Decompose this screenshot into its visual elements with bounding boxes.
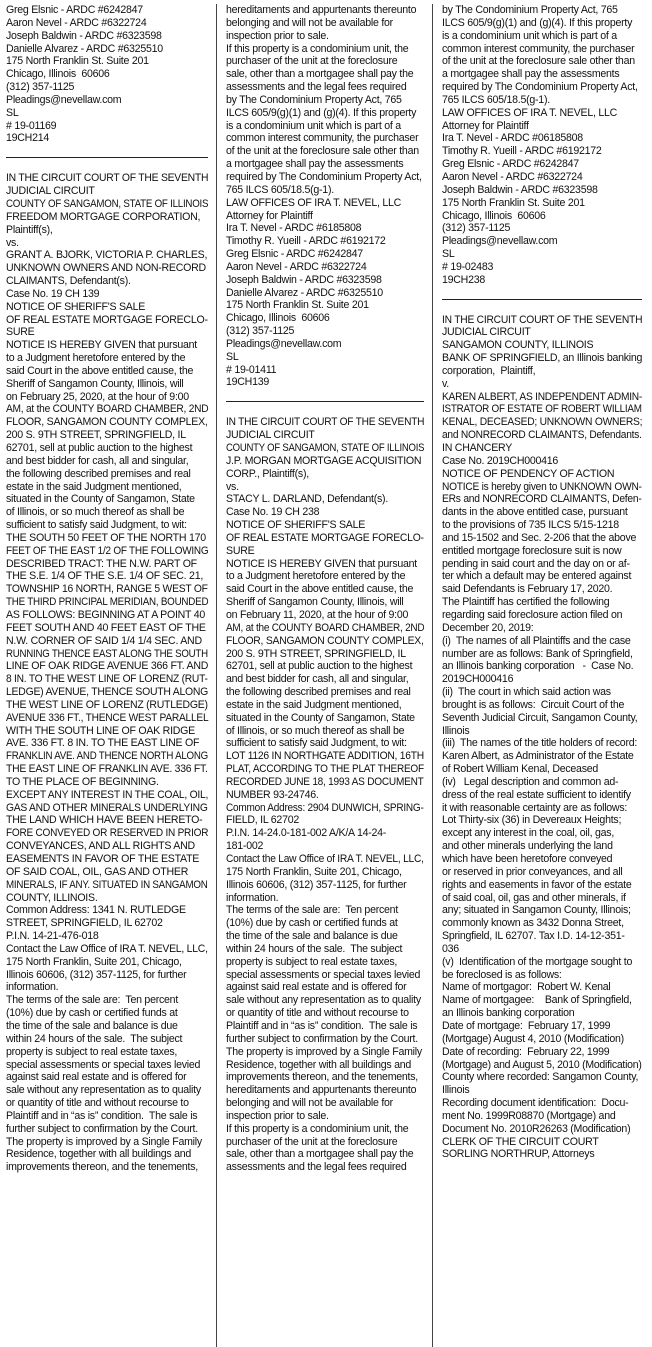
notice-line: inspection prior to sale. (226, 1109, 329, 1122)
notice-line: WITH THE SOUTH LINE OF OAK RIDGE (6, 724, 195, 737)
notice-line: of said coal, oil, gas and other minerals, if (442, 891, 626, 904)
notice-line: said Court in the above entitled cause, the (226, 583, 414, 596)
notice-line: NOTICE OF SHERIFF'S SALE (226, 519, 366, 532)
notice-line: Date of mortgage: February 17, 1999 (442, 1019, 611, 1032)
notice-line: ILCS 605/9(g)(1) and (g)(4). If this property (442, 16, 633, 29)
notice-line: 2019CH000416 (442, 673, 514, 686)
notice-line: Plaintiff(s), (6, 223, 53, 236)
notice-line: The property is improved by a Single Family (226, 1045, 422, 1058)
notice-line: situated in the County of Sangamon, State (226, 711, 415, 724)
notice-line: LAW OFFICES OF IRA T. NEVEL, LLC (226, 196, 402, 209)
notice-line: of the unit at the foreclosure sale other than (226, 145, 419, 158)
notice-line: inspection prior to sale. (226, 29, 329, 42)
notice-line: (312) 357-1125 (6, 81, 75, 94)
notice-line: LOT 1126 IN NORTHGATE ADDITION, 16TH (226, 750, 424, 763)
notice-line: (312) 357-1125 (442, 222, 511, 235)
notice-line: 765 ILCS 605/18.5(g-1). (442, 93, 550, 106)
notice-line: COUNTY OF SANGAMON, STATE OF ILLINOIS (6, 197, 209, 210)
notice-line: Aaron Nevel - ARDC #6322724 (442, 170, 583, 183)
notice-line: CLAIMANTS, Defendant(s). (6, 275, 131, 288)
notice-line: THE EAST LINE OF FRANKLIN AVE. 336 FT. (6, 763, 208, 776)
notice-line: BANK OF SPRINGFIELD, an Illinois banking (442, 352, 643, 365)
notice-line: (v) Identification of the mortgage sought to (442, 955, 633, 968)
notice-line: sale without any representation as to quality (6, 1084, 201, 1097)
notice-line: special assessments or special taxes levied (226, 968, 421, 981)
notice-line: belonging and will not be available for (226, 1097, 393, 1110)
notice-line: Pleadings@nevellaw.com (6, 93, 122, 106)
notice-line: Ira T. Nevel - ARDC #6185808 (226, 222, 362, 235)
notice-line: Residence, together with all buildings and (226, 1058, 412, 1071)
notice-line: 036 (442, 942, 459, 955)
notice-line: assessments and the legal fees required (226, 81, 407, 94)
notice-line: (iv) Legal description and common ad- (442, 775, 619, 788)
notice-line: Recording document identification: Docu- (442, 1097, 629, 1110)
notice-line: belonging and will not be available for (226, 16, 393, 29)
notice-line: 175 North Franklin St. Suite 201 (6, 55, 149, 68)
notice-line: Contact the Law Office of IRA T. NEVEL, LLC, (6, 942, 208, 955)
notice-line: CLERK OF THE CIRCUIT COURT (442, 1135, 599, 1148)
notice-line: AM, at the COUNTY BOARD CHAMBER, 2ND (226, 621, 425, 634)
notice-line: of Illinois, or so much thereof as shall be (226, 724, 405, 737)
notice-line: and best bidder for cash, all and singular, (6, 454, 189, 467)
notice-line: The property is improved by a Single Family (6, 1135, 202, 1148)
notice-line: said Court in the above entitled cause, the (6, 364, 194, 377)
notice-line: and NONRECORD CLAIMANTS, Defendants. (442, 429, 642, 442)
notice-line: P.I.N. 14-21-476-018 (6, 930, 99, 943)
notice-line: vs. (226, 480, 239, 493)
notice-line: pending in said court and the day on or af- (442, 557, 630, 570)
column-3 (432, 4, 650, 1347)
notice-line: hereditaments and appurtenants thereunto (226, 1084, 417, 1097)
notice-line: or quantity of title and without recourse to (226, 1007, 409, 1020)
notice-line: of Illinois, or so much thereof as shall be (6, 506, 185, 519)
notice-line: 62701, sell at public auction to the highest (6, 442, 193, 454)
notice-line: regarding said foreclosure action filed on (442, 608, 623, 621)
notice-line: THE WEST LINE OF LORENZ (RUTLEDGE) (6, 698, 208, 711)
notice-line: FORE CONVEYED OR RESERVED IN PRIOR (6, 827, 209, 840)
notice-line: to the provisions of 735 ILCS 5/15-1218 (442, 519, 619, 532)
notice-line: common interest community, the purchaser (226, 132, 419, 145)
notice-line: NUMBER 93-24746. (226, 788, 319, 801)
notice-line: 19CH139 (226, 376, 270, 389)
notice-line: estate in the said Judgment mentioned, (226, 698, 402, 711)
notice-line: SURE (6, 326, 35, 339)
notice-line: IN THE CIRCUIT COURT OF THE SEVENTH (6, 172, 209, 185)
notice-line: improvements thereon, and the tenements, (226, 1071, 418, 1084)
notice-line: AS FOLLOWS: BEGINNING AT A POINT 40 (6, 608, 206, 621)
notice-line: If this property is a condominium unit, the (226, 42, 409, 55)
notice-line: 175 North Franklin St. Suite 201 (442, 196, 585, 209)
notice-block (226, 416, 424, 1174)
notice-line: Illinois (442, 724, 470, 737)
column-1 (6, 4, 216, 1347)
notice-line: IN THE CIRCUIT COURT OF THE SEVENTH (226, 416, 425, 429)
notice-line: KAREN ALBERT, AS INDEPENDENT ADMIN- (442, 390, 643, 403)
notice-line: Aaron Nevel - ARDC #6322724 (6, 16, 147, 29)
notice-line: to a Judgment heretofore entered by the (6, 352, 186, 365)
notice-line: SURE (226, 544, 255, 557)
notice-line: (312) 357-1125 (226, 325, 295, 338)
notice-line: vs. (6, 236, 19, 249)
notice-line: any; situated in Sangamon County, Illinois; (442, 904, 631, 917)
notice-line: The Plaintiff has certified the following (442, 596, 610, 609)
notice-line: NOTICE IS HEREBY GIVEN that pursuant (226, 557, 417, 570)
notice-line: the time of the sale and balance is due (226, 930, 398, 943)
notice-line: required by The Condominium Property Act, (442, 81, 638, 94)
notice-line: # 19-01411 (226, 363, 277, 376)
notice-line: of the unit at the foreclosure sale other than (442, 55, 635, 68)
notice-line: (ii) The court in which said action was (442, 686, 611, 699)
notice-line: FLOOR, SANGAMON COUNTY COMPLEX, (226, 634, 424, 647)
notice-line: Karen Albert, as Administrator of the Estate (442, 750, 634, 763)
notice-divider (226, 401, 424, 402)
notice-line: the following described premises and real (6, 467, 191, 480)
notice-line: special assessments or special taxes levied (6, 1058, 201, 1071)
notice-line: information. (6, 981, 59, 994)
notice-line: number are as follows: Bank of Springfield, (442, 647, 633, 660)
notice-line: Plaintiff and in “as is” condition. The sale is (226, 1019, 418, 1032)
notice-line: which have been heretofore conveyed (442, 853, 613, 865)
notice-line: (Mortgage) and August 5, 2010 (Modification) (442, 1058, 642, 1071)
notice-line: SL (226, 350, 239, 363)
notice-line: RECORDED JUNE 18, 1993 AS DOCUMENT (226, 775, 424, 788)
notice-line: property is subject to real estate taxes, (226, 955, 398, 968)
notice-line: and best bidder for cash, all and singular, (226, 673, 409, 686)
notice-line: Attorney for Plaintiff (226, 209, 313, 222)
notice-line: by The Condominium Property Act, 765 (442, 4, 618, 16)
notice-line: SORLING NORTHRUP, Attorneys (442, 1148, 595, 1161)
notice-line: Case No. 19 CH 139 (6, 287, 100, 300)
notice-line: 62701, sell at public auction to the highest (226, 660, 413, 673)
notice-line: GRANT A. BJORK, VICTORIA P. CHARLES, (6, 249, 208, 262)
notice-line: LINE OF OAK RIDGE AVENUE 366 FT. AND (6, 660, 209, 673)
notice-line: 8 IN. TO THE WEST LINE OF LORENZ (RUT- (6, 673, 208, 686)
notice-line: Lot Thirty-six (36) in Devereaux Heights; (442, 814, 622, 827)
notice-line: rights and easements in favor of the estate (442, 878, 632, 891)
notice-line: JUDICIAL CIRCUIT (6, 185, 95, 198)
notice-line: TOWNSHIP 16 NORTH, RANGE 5 WEST OF (6, 583, 208, 596)
notice-line: ERs and NONRECORD CLAIMANTS, Defen- (442, 493, 642, 506)
notice-line: and 15-1502 and Sec. 2-206 that the above (442, 531, 637, 544)
notice-line: 200 S. 9TH STREET, SPRINGFIELD, IL (6, 429, 186, 442)
notice-line: Case No. 2019CH000416 (442, 454, 559, 467)
notice-line: Common Address: 1341 N. RUTLEDGE (6, 904, 186, 917)
notice-line: ter which a default may be entered against (442, 570, 632, 583)
notice-line: it with reasonable certainty are as follows: (442, 801, 628, 814)
notice-line: or reserved in prior conveyances, and all (442, 865, 623, 878)
notice-line: FIELD, IL 62702 (226, 814, 300, 827)
notice-line: situated in the County of Sangamon, State (6, 493, 195, 506)
notice-line: purchaser of the unit at the foreclosure (226, 55, 398, 68)
notice-line: FREEDOM MORTGAGE CORPORATION, (6, 210, 201, 223)
notice-line: MINERALS, IF ANY. SITUATED IN SANGAMON (6, 878, 208, 891)
notice-divider (6, 157, 208, 158)
notice-line: # 19-01169 (6, 119, 57, 132)
notice-line: Greg Elsnic - ARDC #6242847 (442, 158, 579, 171)
notice-line: Greg Elsnic - ARDC #6242847 (6, 4, 143, 16)
notice-divider (442, 299, 642, 300)
notice-line: Illinois (442, 1084, 470, 1097)
notice-line: Date of recording: February 22, 1999 (442, 1045, 610, 1058)
notice-line: improvements thereon, and the tenements, (6, 1161, 198, 1174)
notice-line: Name of mortgagor: Robert W. Kenal (442, 981, 611, 994)
notice-line: NOTICE IS HEREBY GIVEN that pursuant (6, 339, 197, 352)
notice-line: against said real estate and is offered for (6, 1071, 187, 1084)
notice-line: OF REAL ESTATE MORTGAGE FORECLO- (6, 313, 208, 326)
notice-line: County where recorded: Sangamon County, (442, 1071, 639, 1084)
notice-line: on February 11, 2020, at the hour of 9:00 (226, 608, 409, 621)
notice-line: SL (6, 106, 19, 119)
notice-line: STACY L. DARLAND, Defendant(s). (226, 493, 389, 506)
notice-line: FEET OF THE EAST 1/2 OF THE FOLLOWING (6, 544, 209, 557)
notice-line: Plaintiff and in “as is” condition. The sale is (6, 1109, 198, 1122)
notice-line: P.I.N. 14-24.0-181-002 A/K/A 14-24- (226, 827, 387, 840)
notice-line: Attorney for Plaintiff (442, 119, 529, 132)
notice-line: against said real estate and is offered for (226, 981, 407, 994)
notice-line: KENAL, DECEASED; UNKNOWN OWNERS; (442, 416, 643, 429)
notice-line: CORP., Plaintiff(s), (226, 467, 309, 480)
notice-line: SANGAMON COUNTY, ILLINOIS (442, 339, 594, 352)
notice-line: ILCS 605/9(g)(1) and (g)(4). If this property (226, 106, 417, 119)
notice-line: # 19-02483 (442, 260, 494, 273)
notice-line: (10%) due by cash or certified funds at (6, 1007, 178, 1020)
notice-line: OF SAID COAL, OIL, GAS AND OTHER (6, 865, 189, 878)
notice-line: Illinois 60606, (312) 357-1125, for further (226, 878, 407, 891)
notice-line: NOTICE OF SHERIFF'S SALE (6, 300, 146, 313)
notice-line: 181-002 (226, 840, 264, 853)
notice-line: Timothy R. Yueill - ARDC #6192172 (442, 145, 602, 158)
notice-line: hereditaments and appurtenants thereunto (226, 4, 417, 16)
notice-line: and other minerals underlying the land (442, 840, 613, 853)
notice-line: sale, other than a mortgagee shall pay the (226, 68, 414, 81)
notice-line: Joseph Baldwin - ARDC #6323598 (6, 29, 162, 42)
notice-line: a mortgagee shall pay the assessments (226, 158, 404, 171)
notice-line: required by The Condominium Property Act, (226, 170, 422, 183)
notice-line: to a Judgment heretofore entered by the (226, 570, 406, 583)
notice-line: (Mortgage) August 4, 2010 (Modification) (442, 1032, 624, 1045)
notice-line: N.W. CORNER OF SAID 1/4 1/4 SEC. AND (6, 634, 202, 647)
notice-line: EASEMENTS IN FAVOR OF THE ESTATE (6, 853, 200, 865)
notice-line: a mortgagee shall pay the assessments (442, 68, 620, 81)
notice-line: sale without any representation as to quality (226, 994, 421, 1007)
column-2 (216, 4, 432, 1347)
notice-line: 19CH238 (442, 273, 486, 286)
notice-line: Case No. 19 CH 238 (226, 506, 320, 519)
notice-line: assessments and the legal fees required (226, 1161, 407, 1174)
notice-line: GAS AND OTHER MINERALS UNDERLYING (6, 801, 208, 814)
notice-line: said Defendants is February 17, 2020. (442, 583, 613, 596)
notice-line: except any interest in the coal, oil, gas, (442, 827, 615, 840)
notice-line: on February 25, 2020, at the hour of 9:00 (6, 390, 189, 403)
notice-line: within 24 hours of the sale. The subject (226, 942, 403, 955)
notice-line: Greg Elsnic - ARDC #6242847 (226, 248, 363, 261)
notice-line: property is subject to real estate taxes, (6, 1045, 178, 1058)
notice-line: information. (226, 891, 279, 904)
notice-line: Pleadings@nevellaw.com (226, 337, 342, 350)
notice-line: brought is as follows: Circuit Court of the (442, 698, 625, 711)
notice-line: FEET SOUTH AND 40 FEET EAST OF THE (6, 621, 206, 634)
notice-line: Sheriff of Sangamon County, Illinois, will (6, 377, 184, 390)
notice-line: J.P. MORGAN MORTGAGE ACQUISITION (226, 454, 422, 467)
notice-line: 200 S. 9TH STREET, SPRINGFIELD, IL (226, 647, 406, 660)
notice-line: December 20, 2019: (442, 621, 534, 634)
notice-line: THE SOUTH 50 FEET OF THE NORTH 170 (6, 531, 206, 544)
notice-line: AVE. 336 FT. 8 IN. TO THE EAST LINE OF (6, 737, 200, 750)
notice-block (6, 4, 208, 145)
notice-line: Pleadings@nevellaw.com (442, 235, 558, 248)
notice-line: JUDICIAL CIRCUIT (442, 326, 531, 339)
notice-block (442, 314, 642, 1162)
notice-line: Aaron Nevel - ARDC #6322724 (226, 260, 367, 273)
notice-line: EXCEPT ANY INTEREST IN THE COAL, OIL, (6, 788, 209, 801)
notice-line: OF REAL ESTATE MORTGAGE FORECLO- (226, 531, 424, 544)
notice-line: IN THE CIRCUIT COURT OF THE SEVENTH (442, 313, 643, 326)
notice-line: entitled mortgage foreclosure suit is now (442, 544, 622, 557)
notice-line: The terms of the sale are: Ten percent (226, 904, 399, 917)
notice-line: Ira T. Nevel - ARDC #06185808 (442, 132, 583, 145)
notice-line: ment No. 1999R08870 (Mortgage) and (442, 1109, 616, 1122)
notice-line: Chicago, Illinois 60606 (226, 312, 330, 325)
notice-line: the time of the sale and balance is due (6, 1019, 178, 1032)
notice-line: sale, other than a mortgagee shall pay the (226, 1148, 414, 1161)
notice-line: LEDGE) AVENUE, THENCE SOUTH ALONG (6, 686, 209, 699)
notice-line: an Illinois banking corporation - Case No. (442, 660, 634, 673)
notice-line: DESCRIBED TRACT: THE N.W. PART OF (6, 557, 197, 570)
notice-line: AVENUE 336 FT., THENCE WEST PARALLEL (6, 711, 209, 724)
notice-line: commonly known as 3432 Donna Street, (442, 917, 624, 930)
notice-line: of Robert William Kenal, Deceased (442, 763, 599, 776)
notice-line: Joseph Baldwin - ARDC #6323598 (442, 183, 598, 196)
notice-line: Joseph Baldwin - ARDC #6323598 (226, 273, 382, 286)
notice-line: If this property is a condominium unit, the (226, 1122, 409, 1135)
notice-line: Timothy R. Yueill - ARDC #6192172 (226, 235, 386, 248)
notice-line: or quantity of title and without recourse to (6, 1097, 189, 1110)
notice-line: 765 ILCS 605/18.5(g-1). (226, 183, 334, 196)
notice-line: 19CH214 (6, 132, 50, 145)
notice-line: CONVEYANCES, AND ALL RIGHTS AND (6, 840, 195, 853)
notice-line: Name of mortgagee: Bank of Springfield, (442, 994, 632, 1007)
notice-line: Chicago, Illinois 60606 (6, 68, 110, 81)
notice-line: further subject to confirmation by the Court. (226, 1032, 418, 1045)
notice-line: Danielle Alvarez - ARDC #6325510 (6, 42, 163, 55)
notice-line: FLOOR, SANGAMON COUNTY COMPLEX, (6, 416, 208, 429)
notice-line: within 24 hours of the sale. The subject (6, 1032, 183, 1045)
notice-line: AM, at the COUNTY BOARD CHAMBER, 2ND (6, 403, 209, 416)
notice-line: Illinois 60606, (312) 357-1125, for further (6, 968, 187, 981)
notice-line: Chicago, Illinois 60606 (442, 209, 546, 222)
notice-line: COUNTY OF SANGAMON, STATE OF ILLINOIS (226, 442, 425, 454)
notice-line: THE LAND WHICH HAVE BEEN HERETO- (6, 814, 203, 827)
notice-line: by The Condominium Property Act, 765 (226, 93, 402, 106)
notice-line: dants in the above entitled case, pursuant (442, 506, 628, 519)
notice-line: Sheriff of Sangamon County, Illinois, will (226, 596, 404, 609)
notice-line: sufficient to satisfy said Judgment, to wit: (226, 737, 407, 750)
notice-line: (iii) The names of the title holders of record: (442, 737, 638, 750)
notice-line: Residence, together with all buildings and (6, 1148, 192, 1161)
notice-line: IN CHANCERY (442, 442, 513, 454)
notice-line: JUDICIAL CIRCUIT (226, 429, 315, 442)
notice-line: be foreclosed is as follows: (442, 968, 562, 981)
notice-line: THE THIRD PRINCIPAL MERIDIAN, BOUNDED (6, 596, 209, 609)
notice-line: The terms of the sale are: Ten percent (6, 994, 179, 1007)
notice-line: NOTICE OF PENDENCY OF ACTION (442, 467, 615, 480)
notice-line: estate in the said Judgment mentioned, (6, 480, 182, 493)
notice-line: RUNNING THENCE EAST ALONG THE SOUTH (6, 647, 208, 660)
notice-line: the following described premises and real (226, 686, 411, 699)
notice-line: Contact the Law Office of IRA T. NEVEL, LLC, (226, 853, 424, 865)
notice-line: v. (442, 377, 449, 390)
notice-line: 175 North Franklin, Suite 201, Chicago, (6, 955, 182, 968)
notice-line: Document No. 2010R26263 (Modification) (442, 1122, 631, 1135)
notice-line: STREET, SPRINGFIELD, IL 62702 (6, 917, 163, 930)
notice-line: common interest community, the purchaser (442, 42, 635, 55)
notice-line: Danielle Alvarez - ARDC #6325510 (226, 286, 383, 299)
notice-line: COUNTY, ILLINOIS. (6, 891, 98, 904)
notice-line: is a condominium unit which is part of a (226, 119, 401, 132)
notice-line: PLAT, ACCORDING TO THE PLAT THEREOF (226, 763, 424, 776)
notice-line: ISTRATOR OF ESTATE OF ROBERT WILLIAM (442, 403, 642, 416)
notice-line: corporation, Plaintiff, (442, 364, 536, 377)
notice-line: Seventh Judicial Circuit, Sangamon County, (442, 711, 638, 724)
notice-line: sufficient to satisfy said Judgment, to wit: (6, 519, 187, 532)
notice-line: purchaser of the unit at the foreclosure (226, 1135, 398, 1148)
notice-line: an Illinois banking corporation (442, 1007, 575, 1020)
notice-line: dress of the real estate sufficient to identify (442, 788, 631, 801)
notice-line: (i) The names of all Plaintiffs and the case (442, 634, 631, 647)
notice-block (226, 4, 424, 389)
notice-line: UNKNOWN OWNERS AND NON-RECORD (6, 262, 206, 275)
notice-block (6, 172, 208, 1174)
notice-line: NOTICE is hereby given to UNKNOWN OWN- (442, 480, 642, 493)
notice-line: 175 North Franklin St. Suite 201 (226, 299, 369, 312)
notice-block (442, 4, 642, 287)
notice-line: is a condominium unit which is part of a (442, 29, 617, 42)
notice-line: 175 North Franklin, Suite 201, Chicago, (226, 865, 402, 878)
notice-line: TO THE PLACE OF BEGINNING. (6, 775, 159, 788)
notice-line: Common Address: 2904 DUNWICH, SPRING- (226, 801, 424, 814)
notice-line: FRANKLIN AVE. AND THENCE NORTH ALONG (6, 750, 209, 763)
notice-line: LAW OFFICES OF IRA T. NEVEL, LLC (442, 106, 618, 119)
notice-line: THE S.E. 1/4 OF THE S.E. 1/4 OF SEC. 21, (6, 570, 204, 583)
notice-line: SL (442, 248, 455, 261)
notice-line: further subject to confirmation by the Court. (6, 1122, 198, 1135)
notice-line: (10%) due by cash or certified funds at (226, 917, 398, 930)
notice-line: Springfield, IL 62707. Tax I.D. 14-12-351- (442, 930, 625, 943)
